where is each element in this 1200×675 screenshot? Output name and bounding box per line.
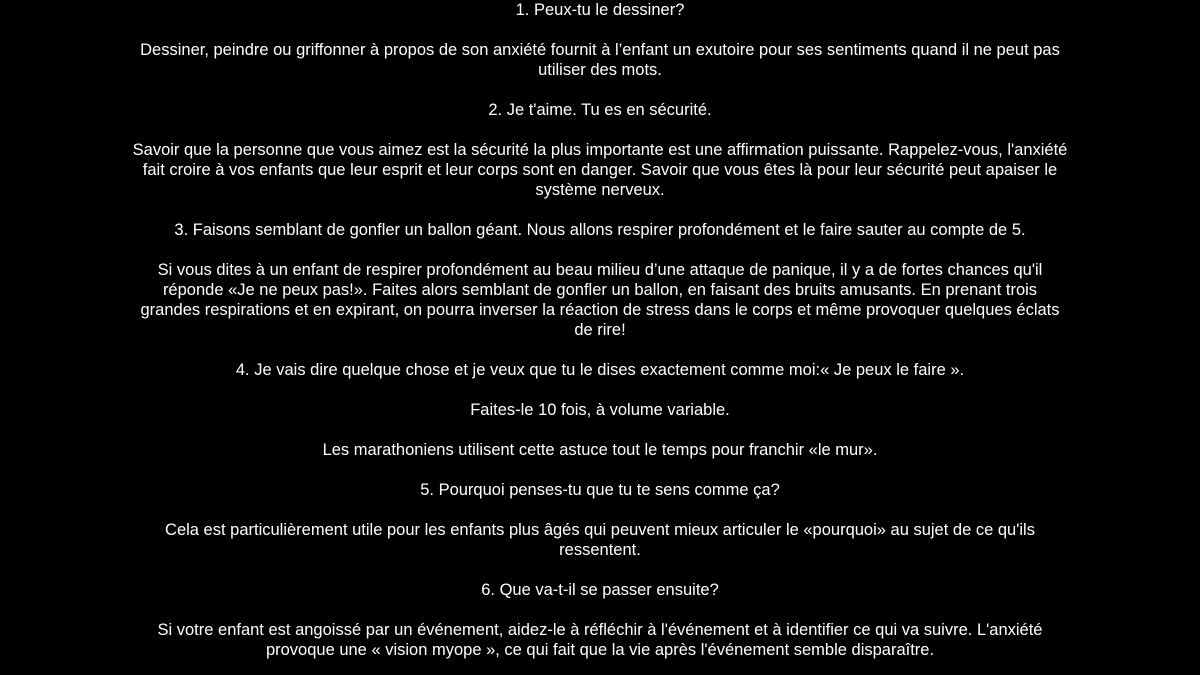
text-line: système nerveux.	[535, 181, 665, 199]
section-heading	[0, 580, 1200, 600]
text-line: ressentent.	[559, 541, 641, 559]
text-line: 2. Je t'aime. Tu es en sécurité.	[488, 101, 712, 119]
section-heading	[0, 100, 1200, 120]
body-paragraph	[0, 140, 1200, 200]
text-line: 3. Faisons semblant de gonfler un ballon géant. Nous allons respirer profondément et le faire sauter au compte de 5.	[174, 221, 1026, 239]
text-line: provoque une « vision myope », ce qui fait que la vie après l'événement semble disparaître.	[265, 641, 935, 659]
section-heading	[0, 480, 1200, 500]
text-line: réponde «Je ne peux pas!». Faites alors semblant de gonfler un ballon, en faisant des bruits amusants. En prenant trois	[162, 281, 1038, 299]
body-paragraph	[0, 520, 1200, 560]
text-line: Si vous dites à un enfant de respirer profondément au beau milieu d’une attaque de panique, il y a de fortes chances qu'il	[157, 261, 1043, 279]
text-line: Savoir que la personne que vous aimez est la sécurité la plus importante est une affirmation puissante. Rappelez-vous, l'anxiété	[132, 141, 1068, 159]
text-line: Cela est particulièrement utile pour les enfants plus âgés qui peuvent mieux articuler le «pourquoi» au sujet de ce qu'ils	[165, 521, 1035, 539]
text-line: de rire!	[574, 321, 626, 339]
text-line: grandes respirations et en expirant, on pourra inverser la réaction de stress dans le corps et même provoquer quelques éclats	[140, 301, 1060, 319]
body-paragraph	[0, 260, 1200, 340]
text-line: Dessiner, peindre ou griffonner à propos de son anxiété fournit à l’enfant un exutoire pour ses sentiments quand il ne peut pas	[140, 41, 1060, 59]
body-paragraph	[0, 440, 1200, 460]
text-line: Faites-le 10 fois, à volume variable.	[470, 401, 730, 419]
section-heading	[0, 360, 1200, 380]
section-heading	[0, 0, 1200, 20]
text-line: 6. Que va-t-il se passer ensuite?	[481, 581, 719, 599]
body-paragraph	[0, 620, 1200, 660]
text-line: 5. Pourquoi penses-tu que tu te sens comme ça?	[420, 481, 780, 499]
text-line: fait croire à vos enfants que leur esprit et leur corps sont en danger. Savoir que vous êtes là pour leur sécurité peut apaiser le	[142, 161, 1058, 179]
text-line: 1. Peux-tu le dessiner?	[515, 1, 685, 19]
body-paragraph	[0, 40, 1200, 80]
text-line: Si votre enfant est angoissé par un événement, aidez-le à réfléchir à l'événement et à identifier ce qui va suivre. L'anxiété	[157, 621, 1043, 639]
section-heading	[0, 220, 1200, 240]
text-line: 4. Je vais dire quelque chose et je veux que tu le dises exactement comme moi:« Je peux le faire ».	[235, 361, 965, 379]
body-paragraph	[0, 400, 1200, 420]
text-line: utiliser des mots.	[538, 61, 662, 79]
text-line: Les marathoniens utilisent cette astuce tout le temps pour franchir «le mur».	[322, 441, 878, 459]
